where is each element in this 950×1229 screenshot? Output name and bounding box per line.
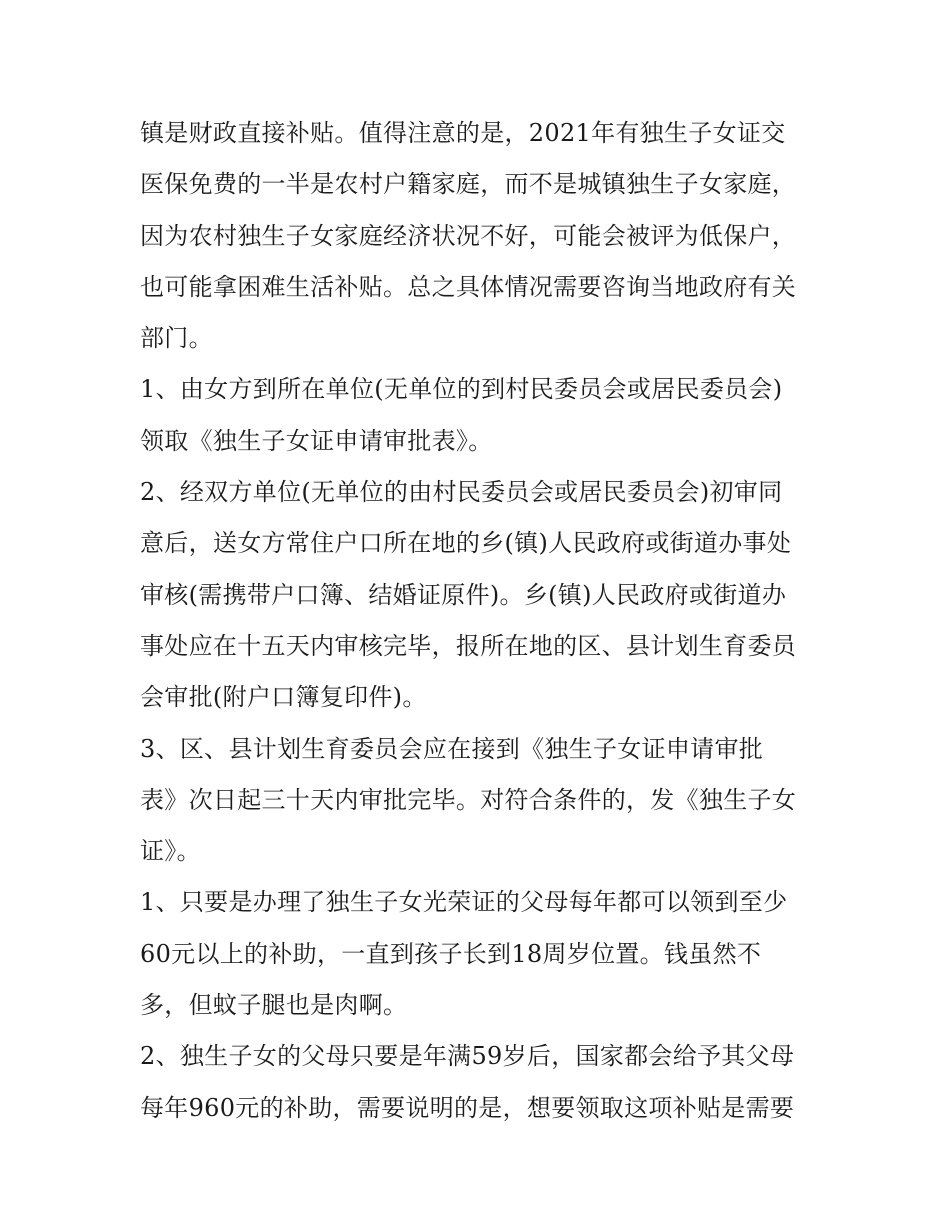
text-line: 审核(需携带户口簿、结婚证原件)。乡(镇)人民政府或街道办: [140, 580, 787, 609]
text-line: 镇是财政直接补贴。值得注意的是，2021年有独生子女证交: [140, 119, 786, 147]
text-line: 2、经双方单位(无单位的由村民委员会或居民委员会)初审同: [140, 478, 783, 507]
text-line: 因为农村独生子女家庭经济状况不好，可能会被评为低保户，: [140, 221, 797, 250]
text-line: 表》次日起三十天内审批完毕。对符合条件的，发《独生子女: [140, 785, 797, 814]
text-line: 部门。: [140, 324, 213, 353]
text-line: 也可能拿困难生活补贴。总之具体情况需要咨询当地政府有关: [140, 272, 797, 301]
text-line: 领取《独生子女证申请审批表》。: [140, 426, 493, 455]
text-line: 会审批(附户口簿复印件)。: [140, 683, 427, 712]
text-line: 医保免费的一半是农村户籍家庭，而不是城镇独生子女家庭，: [140, 170, 797, 199]
text-line: 1、只要是办理了独生子女光荣证的父母每年都可以领到至少: [140, 888, 788, 917]
text-line: 多，但蚊子腿也是肉啊。: [140, 991, 408, 1020]
text-line: 每年960元的补助，需要说明的是，想要领取这项补贴是需要: [140, 1093, 795, 1122]
text-line: 60元以上的补助，一直到孩子长到18周岁位置。钱虽然不: [140, 939, 762, 968]
text-line: 2、独生子女的父母只要是年满59岁后，国家都会给予其父母: [140, 1042, 795, 1071]
text-line: 事处应在十五天内审核完毕，报所在地的区、县计划生育委员: [140, 631, 797, 660]
document-body: [140, 108, 830, 1134]
text-line: 3、区、县计划生育委员会应在接到《独生子女证申请审批: [140, 734, 764, 763]
text-line: 意后，送女方常住户口所在地的乡(镇)人民政府或街道办事处: [140, 529, 792, 558]
text-line: 1、由女方到所在单位(无单位的到村民委员会或居民委员会): [140, 375, 783, 404]
text-line: 证》。: [140, 837, 201, 866]
